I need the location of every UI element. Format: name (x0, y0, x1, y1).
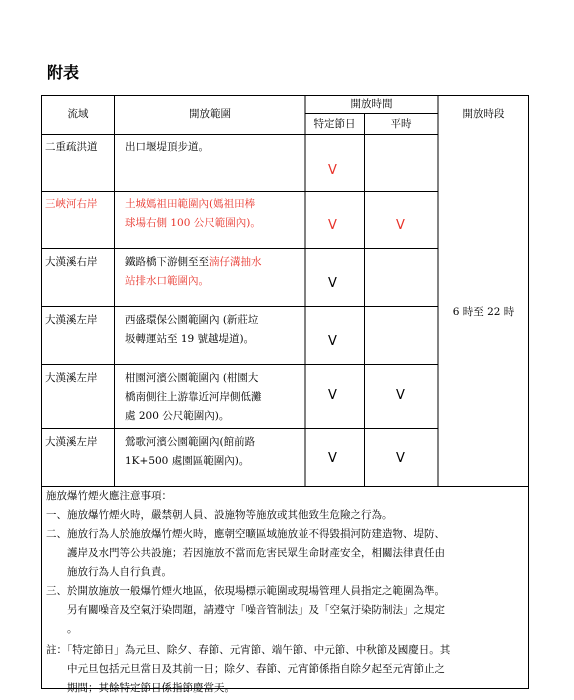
notes-box (41, 487, 529, 694)
table-grid-lines (41, 95, 529, 487)
row-1-special-check: V (328, 163, 337, 178)
row-6-weekday-check: V (396, 451, 405, 466)
row-1-area: 二重疏洪道 (45, 141, 98, 153)
notes-line: 一、施放爆竹煙火時，嚴禁朝人員、設施物等施放或其他致生危險之行為。 (46, 509, 393, 521)
row-5-scope-line-1: 柑園河濱公園範圍內 (柑園大 (125, 372, 259, 384)
notes-line: 註：「特定節日」為元旦、除夕、春節、元宵節、端午節、中元節、中秋節及國慶日。其 (46, 644, 451, 656)
row-6-area: 大漢溪左岸 (45, 436, 98, 448)
hours-value: 6 時至 22 時 (452, 306, 515, 318)
notes-line: 另有關噪音及空氣汙染問題，請遵守「噪音管制法」及「空氣汙染防制法」之規定 (46, 604, 445, 616)
notes-line: 三、於開放施放一般爆竹煙火地區，依現場標示範圍或現場管理人員指定之範圍為準。 (46, 585, 445, 597)
notes-line: 中元旦包括元旦當日及其前一日；除夕、春節、元宵節係指自除夕起至元宵節止之 (46, 663, 445, 675)
row-3-scope-line-2: 站排水口範圍內。 (125, 275, 209, 287)
row-5-weekday-check: V (396, 388, 405, 403)
page-title: 附表 (47, 63, 80, 82)
row-5-scope-line-3: 處 200 公尺範圍內)。 (125, 410, 230, 422)
row-2-weekday-check: V (396, 218, 405, 233)
row-3-special-check: V (328, 276, 337, 291)
header-hours: 開放時段 (462, 108, 505, 120)
notes-heading: 施放爆竹煙火應注意事項： (46, 490, 172, 502)
notes-line: 護岸及水門等公共設施；若因施放不當而危害民眾生命財產安全，相關法律責任由 (46, 547, 445, 559)
row-6-scope-line-2: 1K+500 處園區範圍內)。 (125, 455, 250, 467)
notes-line: 。 (46, 623, 78, 635)
notes-line: 二、施放行為人於施放爆竹煙火時，應朝空曠區域施放並不得毀損河防建造物、堤防、 (46, 528, 445, 540)
fireworks-zone-table (41, 95, 529, 487)
row-2-scope-line-1: 土城媽祖田範圍內(媽祖田棒 (125, 198, 256, 210)
row-2-scope-line-2: 球場右側 100 公尺範圍內)。 (125, 217, 261, 229)
row-2-special-check: V (328, 218, 337, 233)
notes-line: 施放行為人自行負責。 (46, 566, 172, 578)
row-4-scope-line-1: 西盛環保公園範圍內 (新莊垃 (125, 314, 259, 326)
row-4-scope-line-2: 圾轉運站至 19 號越堤道)。 (125, 333, 255, 345)
row-3-scope-part-2: 湳仔溝抽水 (209, 256, 262, 268)
row-4-area: 大漢溪左岸 (45, 314, 98, 326)
row-6-scope-line-1: 鶯歌河濱公園範圍內(館前路 (125, 436, 256, 448)
header-area: 流域 (67, 108, 89, 120)
row-3-scope-line-1 (125, 253, 262, 272)
row-5-area: 大漢溪左岸 (45, 372, 98, 384)
row-3-scope-part-1: 鐵路橋下游側至至 (125, 256, 209, 268)
row-1-scope: 出口堰堤頂步道。 (125, 141, 209, 153)
header-open-time: 開放時間 (350, 98, 393, 110)
notes-line: 期間；其餘特定節日係指節慶當天。 (46, 682, 235, 694)
row-5-special-check: V (328, 388, 337, 403)
row-5-scope-line-2: 橋南側往上游靠近河岸側低灘 (125, 391, 262, 403)
header-weekday: 平時 (390, 118, 412, 130)
row-3-area: 大漢溪右岸 (45, 256, 98, 268)
row-4-special-check: V (328, 334, 337, 349)
header-special-day: 特定節日 (313, 118, 356, 130)
row-2-area: 三峽河右岸 (45, 198, 98, 210)
header-scope: 開放範圍 (189, 108, 231, 120)
row-6-special-check: V (328, 451, 337, 466)
